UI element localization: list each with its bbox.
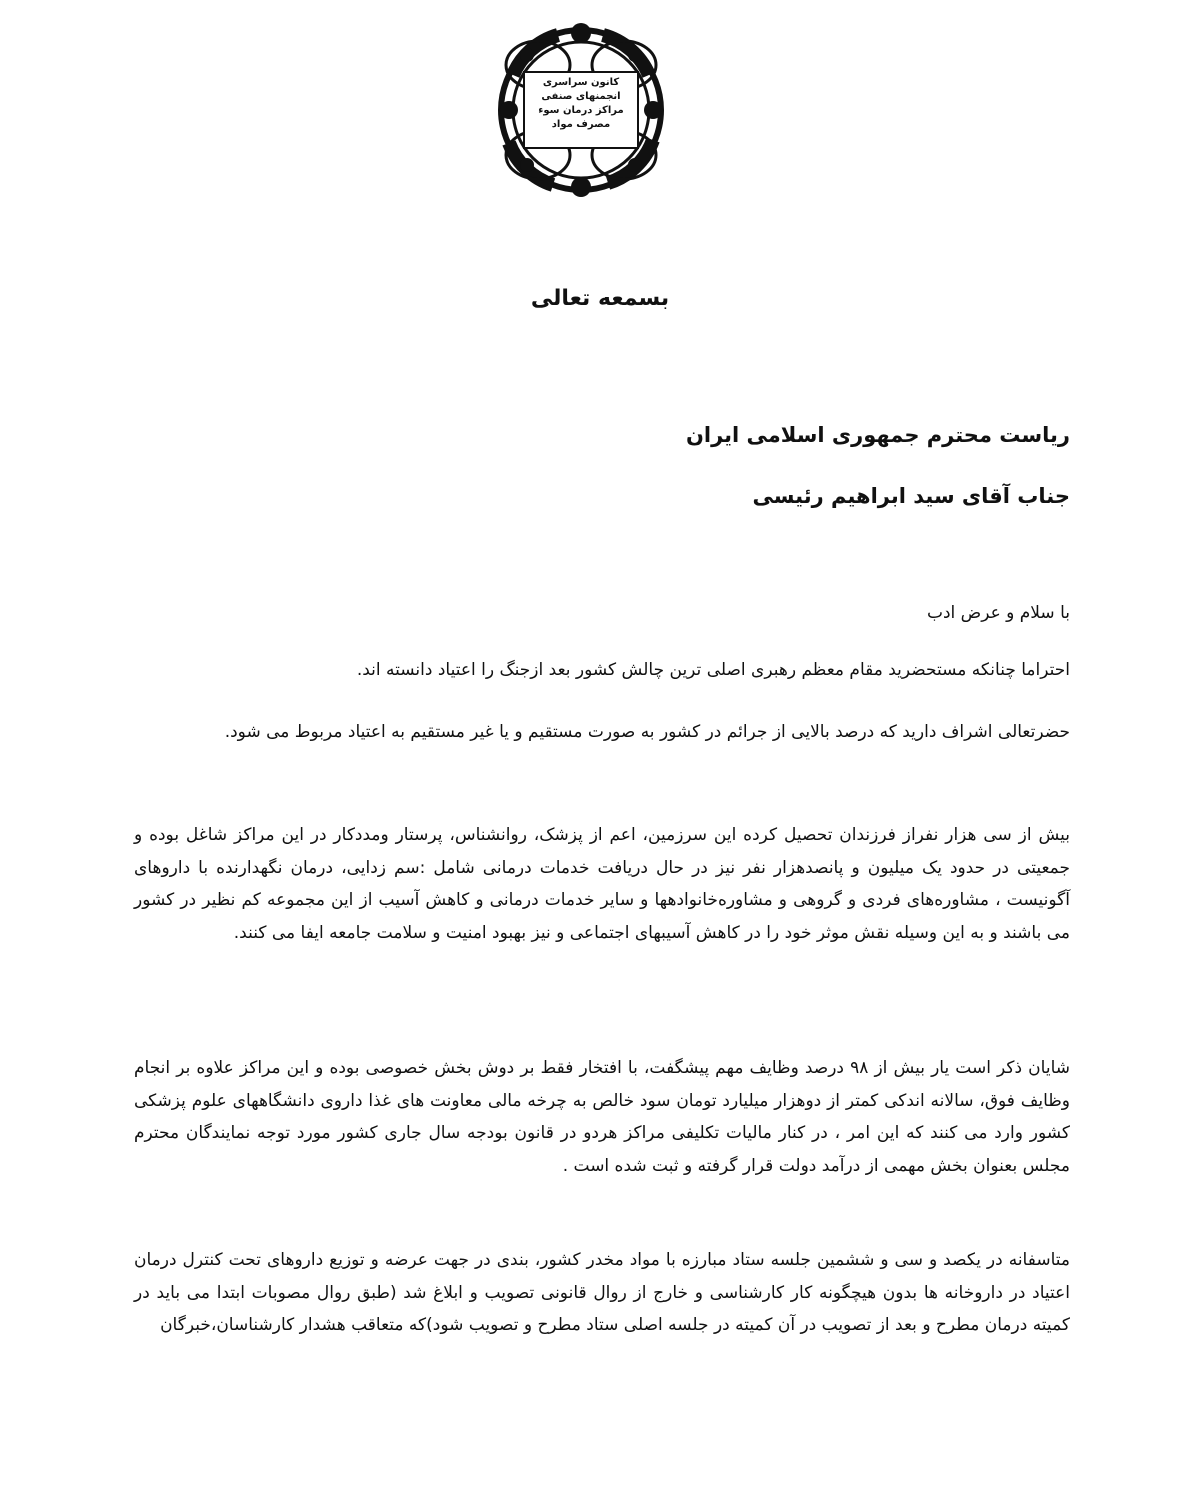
logo-text-line: انجمنهای صنفی [541,91,621,102]
logo-text-line: کانون سراسری [542,77,620,88]
body-paragraph: حضرتعالی اشراف دارید که درصد بالایی از جرائم در کشور به صورت مستقیم و یا غیر مستقیم به اعتیاد مربوط می شود. [224,722,1070,742]
body-paragraph: متاسفانه در یکصد و سی و ششمین جلسه ستاد مبارزه با مواد مخدر کشور، بندی در جهت عرضه و توزیع داروهای تحت کنترل درمان اعتیاد در داروخانه ها بدون هیچگونه کار کارشناسی و خارج از روال قانونی تصویب و ابلاغ شد (طبق روال مصوبات ابتدا می باید در کمیته درمان مطرح و بعد از تصویب در آن کمیته در جلسه اصلی ستاد مطرح و تصویب شود)که متعاقب هشدار کارشناسان،خبرگان [134,1250,1070,1335]
logo-text-line: مراکز درمان سوء [538,105,624,116]
body-paragraph: بیش از سی هزار نفراز فرزندان تحصیل کرده این سرزمین، اعم از پزشک، روانشناس، پرستار ومددکار در این مراکز شاغل بوده و جمعیتی در حدود یک میلیون و پانصدهزار نفر نیز در حال دریافت خدمات درمانی شامل :سم زدایی، درمان نگهدارنده با داروهای آگونیست ، مشاوره‌های فردی و گروهی و مشاوره‌خانوادهها و سایر خدمات درمانی و کاهش آسیب از این مجموعه کم نظیر در کشور می باشند و به این وسیله نقش موثر خود را در کاهش آسیبهای اجتماعی و نیز بهبود امنیت و سلامت جامعه ایفا می کنند. [134,825,1070,943]
document-heading: بسمعه تعالی [530,286,670,311]
logo-text-line: مصرف مواد [551,119,611,130]
body-paragraph: شایان ذکر است یار بیش از ۹۸ درصد وظایف مهم پیشگفت، با افتخار فقط بر دوش بخش خصوصی بوده و این مراکز علاوه بر انجام وظایف فوق، سالانه اندکی کمتر از دوهزار میلیارد تومان سود خالص به چرخه مالی معاونت های غذا داروی دانشگاههای علوم پزشکی کشور وارد می کنند که این امر ، در کنار مالیات تکلیفی مراکز هردو در قانون بودجه سال جاری کشور مورد توجه نمایندگان محترم مجلس بعنوان بخش مهمی از درآمد دولت قرار گرفته و ثبت شده است . [134,1058,1070,1176]
addressee-title: ریاست محترم جمهوری اسلامی ایران [685,423,1070,447]
body-paragraph: احتراما چنانکه مستحضرید مقام معظم رهبری اصلی ترین چالش کشور بعد ازجنگ را اعتیاد دانسته اند. [356,660,1070,680]
logo-text-box [523,71,639,149]
organization-logo [483,15,679,205]
addressee-name: جناب آقای سید ابراهیم رئیسی [752,484,1070,508]
salutation: با سلام و عرض ادب [926,603,1070,623]
